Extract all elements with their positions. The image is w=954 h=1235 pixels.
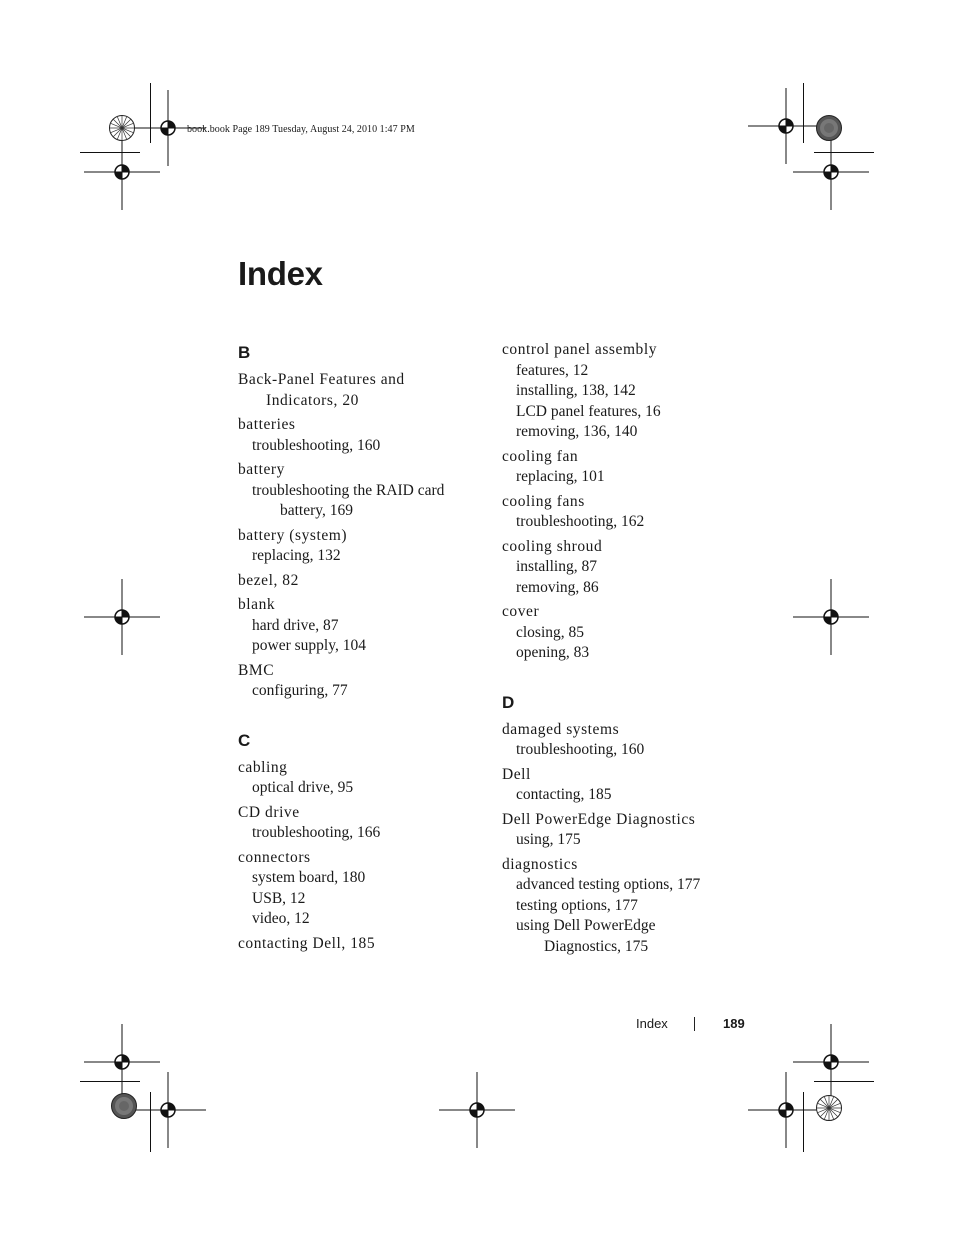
registration-mark-icon — [108, 158, 136, 186]
index-subentry — [238, 616, 478, 637]
index-entry — [502, 810, 752, 851]
registration-mark-icon — [772, 112, 800, 140]
color-bar-dark-icon — [815, 114, 843, 142]
index-term-text: diagnostics — [502, 855, 578, 873]
index-entry — [238, 415, 478, 456]
index-subentry — [502, 896, 752, 917]
index-entry — [238, 803, 478, 844]
footer-divider — [694, 1017, 695, 1031]
index-entry — [502, 855, 752, 958]
index-subentry-text: installing, 138, 142 — [516, 382, 636, 399]
index-subentry-text: configuring, 77 — [252, 682, 348, 699]
crop-mark — [803, 1092, 804, 1152]
index-subentry — [238, 681, 478, 702]
index-subentry — [238, 436, 478, 457]
index-subentry — [502, 785, 752, 806]
index-term — [502, 810, 752, 831]
index-subentry-text: video, 12 — [252, 910, 310, 927]
index-term-text: Dell — [502, 765, 531, 783]
index-subentry — [502, 643, 752, 664]
index-subentry-text: installing, 87 — [516, 558, 597, 575]
index-subentry — [238, 481, 478, 522]
index-subentry-text: features, 12 — [516, 361, 589, 379]
index-entry — [238, 460, 478, 522]
index-term — [238, 934, 478, 955]
index-subentry-text: using, 175 — [516, 831, 581, 848]
index-term — [238, 571, 478, 592]
index-term — [502, 537, 752, 558]
index-letter-heading: C — [238, 730, 251, 750]
index-column-right — [502, 340, 752, 961]
index-subentry — [238, 823, 478, 844]
index-subentry — [238, 909, 478, 930]
index-term — [238, 595, 478, 616]
registration-mark-icon — [463, 1096, 491, 1124]
index-subentry — [502, 830, 752, 851]
index-subentry — [502, 512, 752, 533]
crop-mark — [803, 83, 804, 143]
index-term — [502, 492, 752, 513]
index-term-text: batteries — [238, 416, 296, 433]
index-subentry — [502, 916, 752, 957]
index-subentry-text: troubleshooting, 166 — [252, 824, 381, 841]
index-entry — [502, 537, 752, 599]
index-subentry-text: contacting, 185 — [516, 786, 612, 803]
index-term — [238, 460, 478, 481]
index-subentry-text: using Dell PowerEdge — [516, 917, 656, 934]
index-entry — [502, 492, 752, 533]
index-subentry-text: replacing, 101 — [516, 468, 605, 485]
index-term-text: cooling shroud — [502, 537, 603, 555]
index-subentry — [502, 467, 752, 488]
index-subentry-text: advanced testing options, 177 — [516, 876, 701, 893]
crop-mark — [80, 152, 140, 153]
index-subentry — [238, 889, 478, 910]
index-entry — [238, 571, 478, 592]
index-subentry — [502, 381, 752, 402]
index-entry — [502, 602, 752, 664]
index-term — [238, 803, 478, 824]
index-entry — [502, 447, 752, 488]
index-subentry-text: troubleshooting the RAID card — [252, 481, 445, 499]
crop-mark — [150, 83, 151, 143]
index-subentry-text: removing, 136, 140 — [516, 423, 638, 440]
index-term-text: battery (system) — [238, 526, 348, 544]
index-subentry — [238, 778, 478, 799]
index-term — [238, 758, 478, 779]
index-term — [238, 370, 478, 411]
index-column-left — [238, 340, 478, 958]
crop-mark — [814, 152, 874, 153]
index-entry — [238, 758, 478, 799]
page-number: 189 — [723, 1016, 745, 1031]
index-subentry-text: removing, 86 — [516, 578, 599, 596]
index-subentry — [502, 578, 752, 599]
color-bar-starburst-icon — [108, 114, 136, 142]
index-term-text: bezel, 82 — [238, 571, 299, 589]
index-term — [502, 720, 752, 741]
index-term-text: control panel assembly — [502, 341, 658, 358]
index-term — [238, 848, 478, 869]
index-term-text: Dell PowerEdge Diagnostics — [502, 810, 696, 828]
index-subentry-continuation: Diagnostics, 175 — [544, 937, 649, 955]
crop-mark — [80, 1081, 140, 1082]
registration-mark-icon — [817, 158, 845, 186]
index-subentry — [502, 361, 752, 382]
index-subentry-text: troubleshooting, 162 — [516, 513, 645, 530]
index-entry — [238, 661, 478, 702]
registration-mark-icon — [154, 1096, 182, 1124]
page-title: Index — [238, 255, 323, 292]
index-subentry-text: closing, 85 — [516, 623, 585, 641]
color-bar-starburst-icon — [815, 1094, 843, 1122]
index-subentry-text: hard drive, 87 — [252, 616, 339, 634]
index-entry — [502, 720, 752, 761]
index-term — [238, 526, 478, 547]
index-term-continuation: Indicators, 20 — [266, 391, 359, 409]
index-term-text: cabling — [238, 758, 288, 776]
crop-mark — [814, 1081, 874, 1082]
index-term — [502, 855, 752, 876]
index-term-text: damaged systems — [502, 720, 620, 738]
registration-mark-icon — [154, 114, 182, 142]
index-term — [502, 340, 752, 361]
index-term — [502, 765, 752, 786]
index-term-text: cooling fan — [502, 447, 579, 465]
index-term — [238, 415, 478, 436]
index-subentry-text: system board, 180 — [252, 869, 366, 886]
index-entry — [502, 340, 752, 443]
registration-mark-icon — [108, 603, 136, 631]
index-subentry-text: testing options, 177 — [516, 896, 638, 914]
index-term-text: connectors — [238, 848, 311, 866]
index-entry — [238, 934, 478, 955]
registration-mark-icon — [817, 603, 845, 631]
index-subentry — [502, 740, 752, 761]
index-subentry-text: opening, 83 — [516, 644, 590, 661]
index-term — [502, 447, 752, 468]
index-term — [238, 661, 478, 682]
index-subentry-text: replacing, 132 — [252, 547, 341, 564]
index-subentry-text: troubleshooting, 160 — [252, 436, 381, 454]
index-subentry-text: troubleshooting, 160 — [516, 741, 645, 758]
index-term-text: cooling fans — [502, 492, 585, 510]
registration-mark-icon — [817, 1048, 845, 1076]
print-slug: book.book Page 189 Tuesday, August 24, 2010 1:47 PM — [187, 124, 415, 135]
crop-mark — [150, 1092, 151, 1152]
index-subentry — [502, 875, 752, 896]
index-subentry — [238, 636, 478, 657]
index-term — [502, 602, 752, 623]
index-term-text: Back-Panel Features and — [238, 371, 405, 388]
index-subentry — [502, 402, 752, 423]
index-term-text: CD drive — [238, 803, 300, 821]
registration-mark-icon — [772, 1096, 800, 1124]
index-entry — [238, 848, 478, 930]
index-subentry-text: optical drive, 95 — [252, 779, 354, 796]
footer-section-label: Index — [636, 1016, 668, 1031]
index-subentry — [238, 546, 478, 567]
index-entry — [502, 765, 752, 806]
index-entry — [238, 526, 478, 567]
index-term-text: blank — [238, 596, 276, 613]
index-letter-heading: B — [238, 343, 251, 362]
index-subentry — [502, 422, 752, 443]
index-subentry-text: USB, 12 — [252, 889, 306, 907]
index-subentry — [502, 557, 752, 578]
index-subentry — [502, 623, 752, 644]
index-subentry-text: power supply, 104 — [252, 637, 366, 654]
index-subentry-text: LCD panel features, 16 — [516, 402, 661, 420]
index-entry — [238, 595, 478, 657]
index-term-text: cover — [502, 603, 540, 620]
index-subentry — [238, 868, 478, 889]
index-term-text: BMC — [238, 661, 275, 679]
index-term-text: contacting Dell, 185 — [238, 934, 376, 952]
registration-mark-icon — [108, 1048, 136, 1076]
index-letter-heading: D — [502, 692, 515, 712]
index-subentry-continuation: battery, 169 — [280, 502, 354, 519]
index-term-text: battery — [238, 461, 285, 478]
index-entry — [238, 370, 478, 411]
color-bar-dark-icon — [110, 1092, 138, 1120]
